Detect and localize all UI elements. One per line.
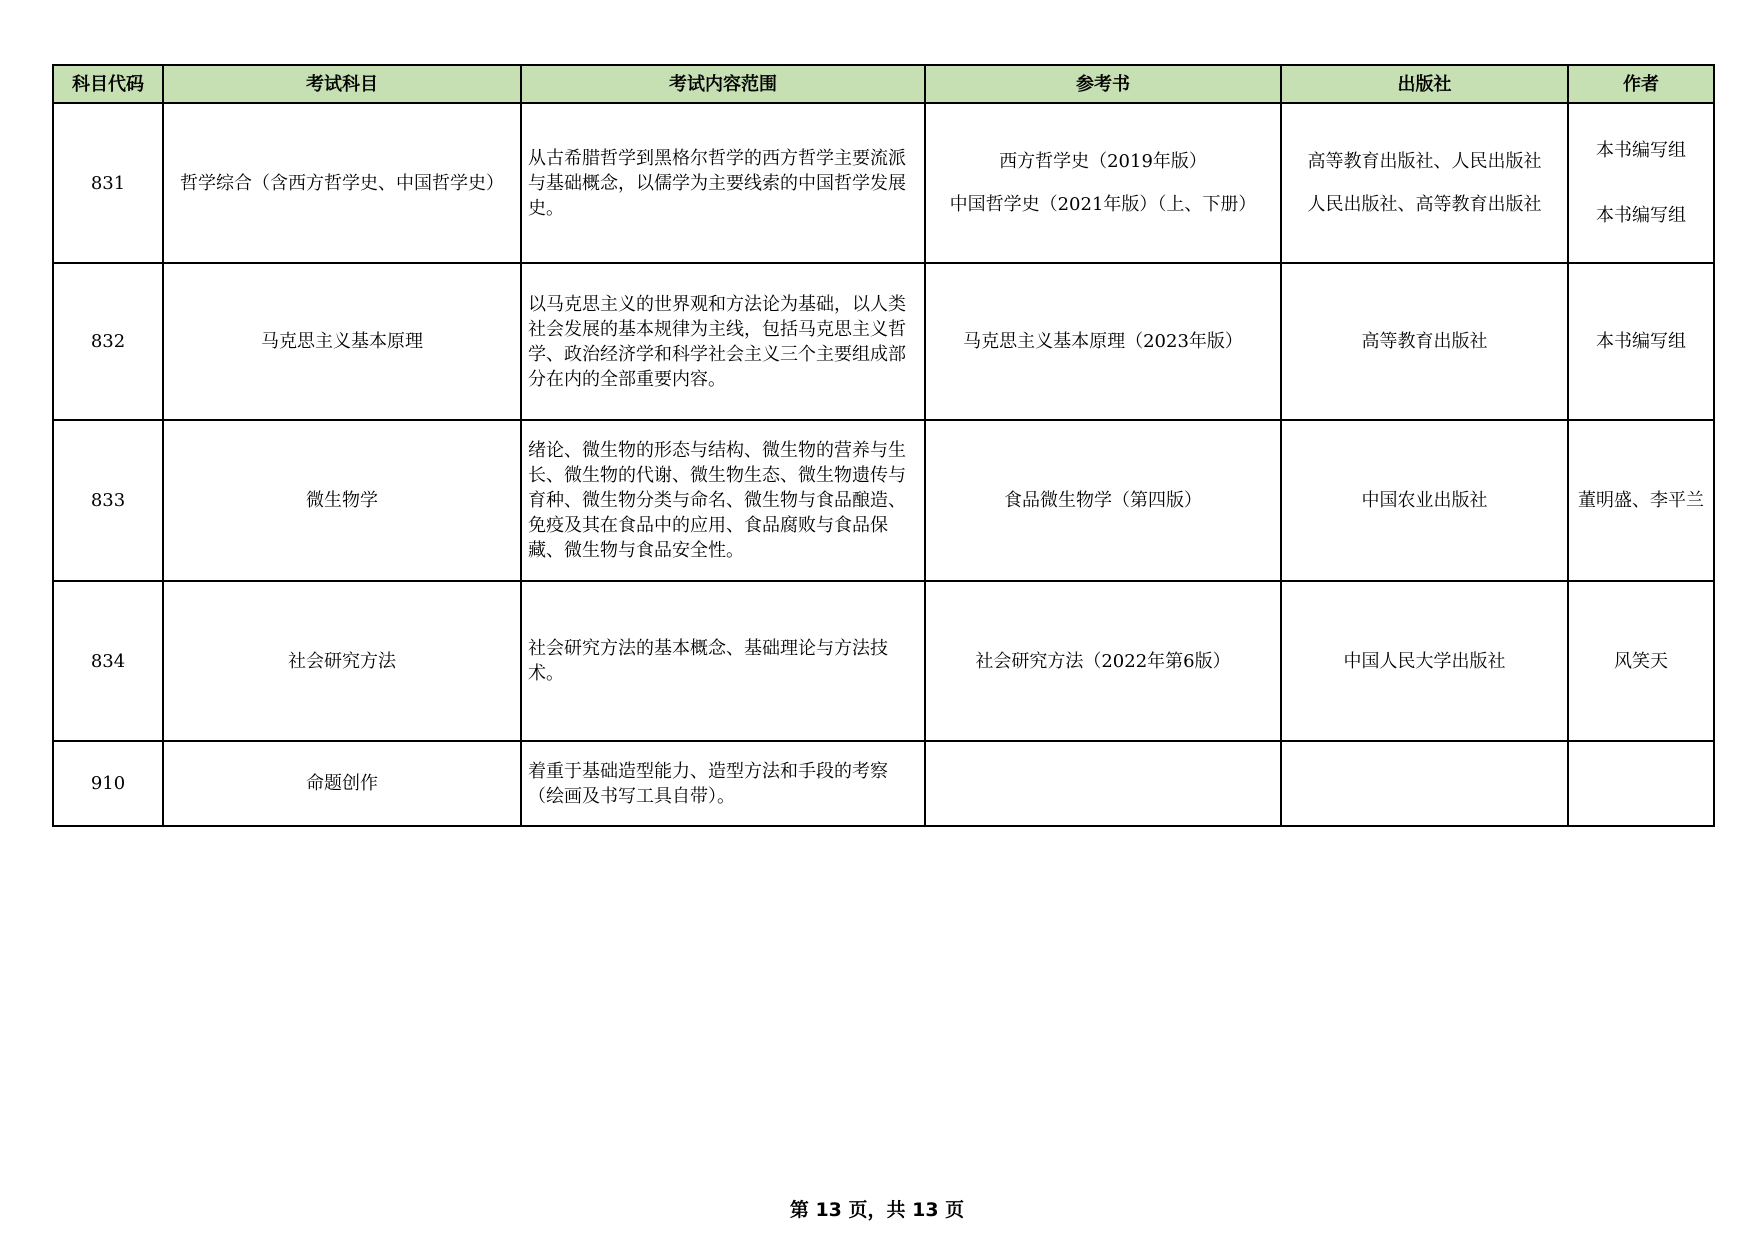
author: [1568, 103, 1714, 263]
reference-book: [925, 741, 1281, 826]
reference-book-item: 西方哲学史（2019年版）: [999, 151, 1207, 172]
header-content: 考试内容范围: [521, 65, 925, 103]
subject-code: 910: [53, 741, 163, 826]
author: 本书编写组: [1568, 263, 1714, 420]
content-scope: 着重于基础造型能力、造型方法和手段的考察（绘画及书写工具自带）。: [521, 741, 925, 826]
content-scope: 以马克思主义的世界观和方法论为基础，以人类社会发展的基本规律为主线，包括马克思主义哲学、政治经济学和科学社会主义三个主要组成部分在内的全部重要内容。: [521, 263, 925, 420]
reference-book-item: 中国哲学史（2021年版）（上、下册）: [949, 194, 1257, 215]
table-row: [53, 420, 1714, 581]
header-subject: 考试科目: [163, 65, 521, 103]
author: [1568, 741, 1714, 826]
publisher: 中国农业出版社: [1281, 420, 1568, 581]
author: 董明盛、李平兰: [1568, 420, 1714, 581]
content-scope: 社会研究方法的基本概念、基础理论与方法技术。: [521, 581, 925, 741]
reference-book: 食品微生物学（第四版）: [925, 420, 1281, 581]
subject-name: 马克思主义基本原理: [163, 263, 521, 420]
author-item: 本书编写组: [1596, 140, 1686, 161]
header-book: 参考书: [925, 65, 1281, 103]
header-code: 科目代码: [53, 65, 163, 103]
subject-name: 哲学综合（含西方哲学史、中国哲学史）: [163, 103, 521, 263]
table-row: [53, 741, 1714, 826]
subject-code: 833: [53, 420, 163, 581]
author: 风笑天: [1568, 581, 1714, 741]
subject-code: 834: [53, 581, 163, 741]
content-scope: 从古希腊哲学到黑格尔哲学的西方哲学主要流派与基础概念，以儒学为主要线索的中国哲学发展史。: [521, 103, 925, 263]
table-row: [53, 263, 1714, 420]
publisher: [1281, 741, 1568, 826]
subject-name: 社会研究方法: [163, 581, 521, 741]
reference-book: 马克思主义基本原理（2023年版）: [925, 263, 1281, 420]
publisher: 高等教育出版社: [1281, 263, 1568, 420]
table-row: [53, 581, 1714, 741]
content-scope: 绪论、微生物的形态与结构、微生物的营养与生长、微生物的代谢、微生物生态、微生物遗传与育种、微生物分类与命名、微生物与食品酿造、免疫及其在食品中的应用、食品腐败与食品保藏、微生物与食品安全性。: [521, 420, 925, 581]
table-row: [53, 103, 1714, 263]
publisher-item: 人民出版社、高等教育出版社: [1307, 194, 1542, 215]
subject-code: 831: [53, 103, 163, 263]
publisher: [1281, 103, 1568, 263]
publisher: 中国人民大学出版社: [1281, 581, 1568, 741]
header-publisher: 出版社: [1281, 65, 1568, 103]
subject-code: 832: [53, 263, 163, 420]
subject-name: 命题创作: [163, 741, 521, 826]
table-header-row: [53, 65, 1714, 103]
header-author: 作者: [1568, 65, 1714, 103]
exam-subjects-table: [52, 64, 1715, 827]
subject-name: 微生物学: [163, 420, 521, 581]
reference-book: [925, 103, 1281, 263]
author-item: 本书编写组: [1596, 205, 1686, 226]
reference-book: 社会研究方法（2022年第6版）: [925, 581, 1281, 741]
publisher-item: 高等教育出版社、人民出版社: [1307, 151, 1542, 172]
page-number: 第 13 页，共 13 页: [789, 1199, 965, 1221]
